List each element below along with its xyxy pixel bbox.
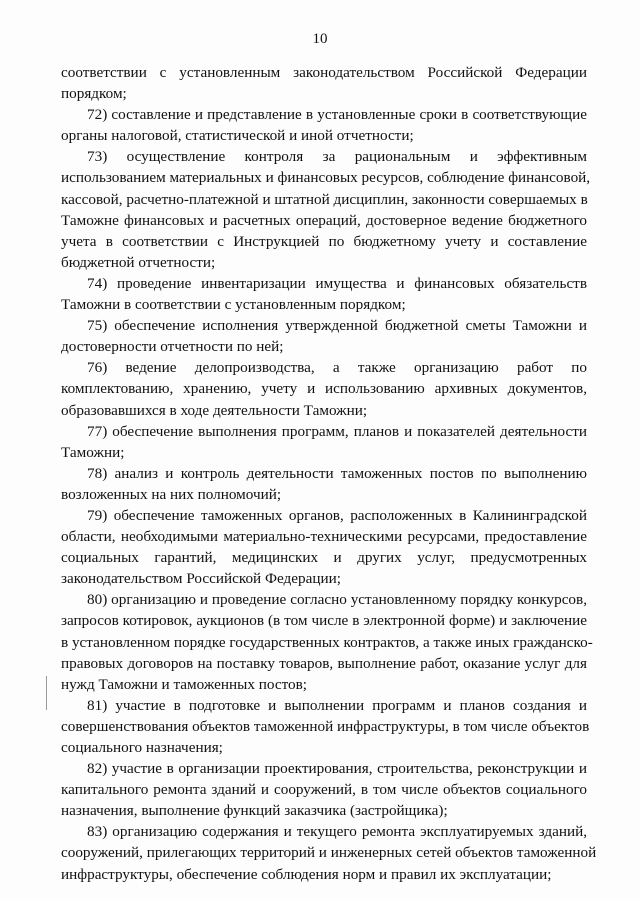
paragraph-continuation bbox=[61, 62, 587, 104]
paragraph-83 bbox=[61, 821, 597, 884]
text-line: Таможни в соответствии с установленным порядком; bbox=[61, 296, 406, 314]
text-line: Таможне финансовых и расчетных операций, достоверное ведение бюджетного bbox=[61, 211, 587, 229]
text-line: в установленном порядке государственных контрактов, а также иных гражданско- bbox=[61, 633, 593, 651]
text-line: 73) осуществление контроля за рациональным и эффективным bbox=[87, 148, 587, 166]
text-line: социальных гарантий, медицинских и других услуг, предусмотренных bbox=[61, 549, 587, 567]
paragraph-74 bbox=[61, 273, 587, 315]
text-line: 79) обеспечение таможенных органов, расположенных в Калининградской bbox=[87, 506, 587, 524]
text-line: порядком; bbox=[61, 85, 127, 103]
paragraph-76 bbox=[61, 357, 587, 420]
text-line: социального назначения; bbox=[61, 739, 223, 756]
paragraph-79 bbox=[61, 505, 587, 589]
text-line: достоверности отчетности по ней; bbox=[61, 338, 284, 356]
text-line: капитального ремонта зданий и сооружений, в том числе объектов социального bbox=[61, 781, 587, 799]
text-line: инфраструктуры, обеспечение соблюдения норм и правил их эксплуатации; bbox=[61, 865, 552, 883]
paragraph-72 bbox=[61, 104, 587, 146]
text-line: правовых договоров на поставку товаров, выполнение работ, оказание услуг для bbox=[61, 654, 587, 672]
text-line: 82) участие в организации проектирования, строительства, реконструкции и bbox=[87, 760, 587, 778]
text-line: использованием материальных и финансовых ресурсов, соблюдение финансовой, bbox=[61, 169, 591, 187]
text-line: законодательством Российской Федерации; bbox=[61, 570, 341, 588]
text-line: 76) ведение делопроизводства, а также организацию работ по bbox=[87, 359, 587, 377]
text-line: 80) организацию и проведение согласно установленному порядку конкурсов, bbox=[87, 591, 587, 609]
text-line: 77) обеспечение выполнения программ, планов и показателей деятельности bbox=[87, 422, 587, 440]
text-line: 78) анализ и контроль деятельности таможенных постов по выполнению bbox=[87, 464, 587, 482]
text-line: комплектованию, хранению, учету и использованию архивных документов, bbox=[61, 380, 587, 398]
text-line: бюджетной отчетности; bbox=[61, 253, 216, 271]
text-line: запросов котировок, аукционов (в том числе в электронной форме) и заключение bbox=[61, 612, 587, 630]
paragraph-78 bbox=[61, 463, 587, 505]
text-line: Таможни; bbox=[61, 443, 125, 461]
text-line: 81) участие в подготовке и выполнении программ и планов создания и bbox=[87, 696, 587, 714]
text-line: сооружений, прилегающих территорий и инженерных сетей объектов таможенной bbox=[61, 844, 597, 862]
paragraph-81 bbox=[61, 695, 590, 758]
text-line: 74) проведение инвентаризации имущества и финансовых обязательств bbox=[87, 274, 587, 292]
paragraph-80 bbox=[61, 589, 593, 694]
paragraph-75 bbox=[61, 315, 587, 357]
scan-margin-mark bbox=[46, 676, 47, 710]
text-line: 72) составление и представление в установленные сроки в соответствующие bbox=[87, 106, 587, 124]
paragraph-73 bbox=[61, 146, 591, 273]
text-line: 83) организацию содержания и текущего ремонта эксплуатируемых зданий, bbox=[87, 823, 587, 841]
text-line: нужд Таможни и таможенных постов; bbox=[61, 675, 308, 693]
text-line: назначения, выполнение функций заказчика (застройщика); bbox=[61, 802, 448, 820]
text-line: области, необходимыми материально-техническими ресурсами, предоставление bbox=[61, 528, 587, 546]
paragraph-77 bbox=[61, 421, 587, 463]
text-line: образовавшихся в ходе деятельности Таможни; bbox=[61, 401, 368, 419]
text-line: учета в соответствии с Инструкцией по бюджетному учету и составление bbox=[61, 232, 587, 250]
text-line: 75) обеспечение исполнения утвержденной бюджетной сметы Таможни и bbox=[87, 317, 587, 335]
text-line: возложенных на них полномочий; bbox=[61, 485, 282, 503]
document-body bbox=[61, 62, 597, 885]
text-line: совершенствования объектов таможенной инфраструктуры, в том числе объектов bbox=[61, 717, 590, 735]
text-line: соответствии с установленным законодательством Российской Федерации bbox=[61, 64, 587, 81]
text-line: органы налоговой, статистической и иной отчетности; bbox=[61, 127, 414, 145]
text-line: кассовой, расчетно-платежной и штатной дисциплин, законности совершаемых в bbox=[61, 190, 588, 208]
page-number: 10 bbox=[312, 31, 328, 47]
paragraph-82 bbox=[61, 758, 587, 821]
